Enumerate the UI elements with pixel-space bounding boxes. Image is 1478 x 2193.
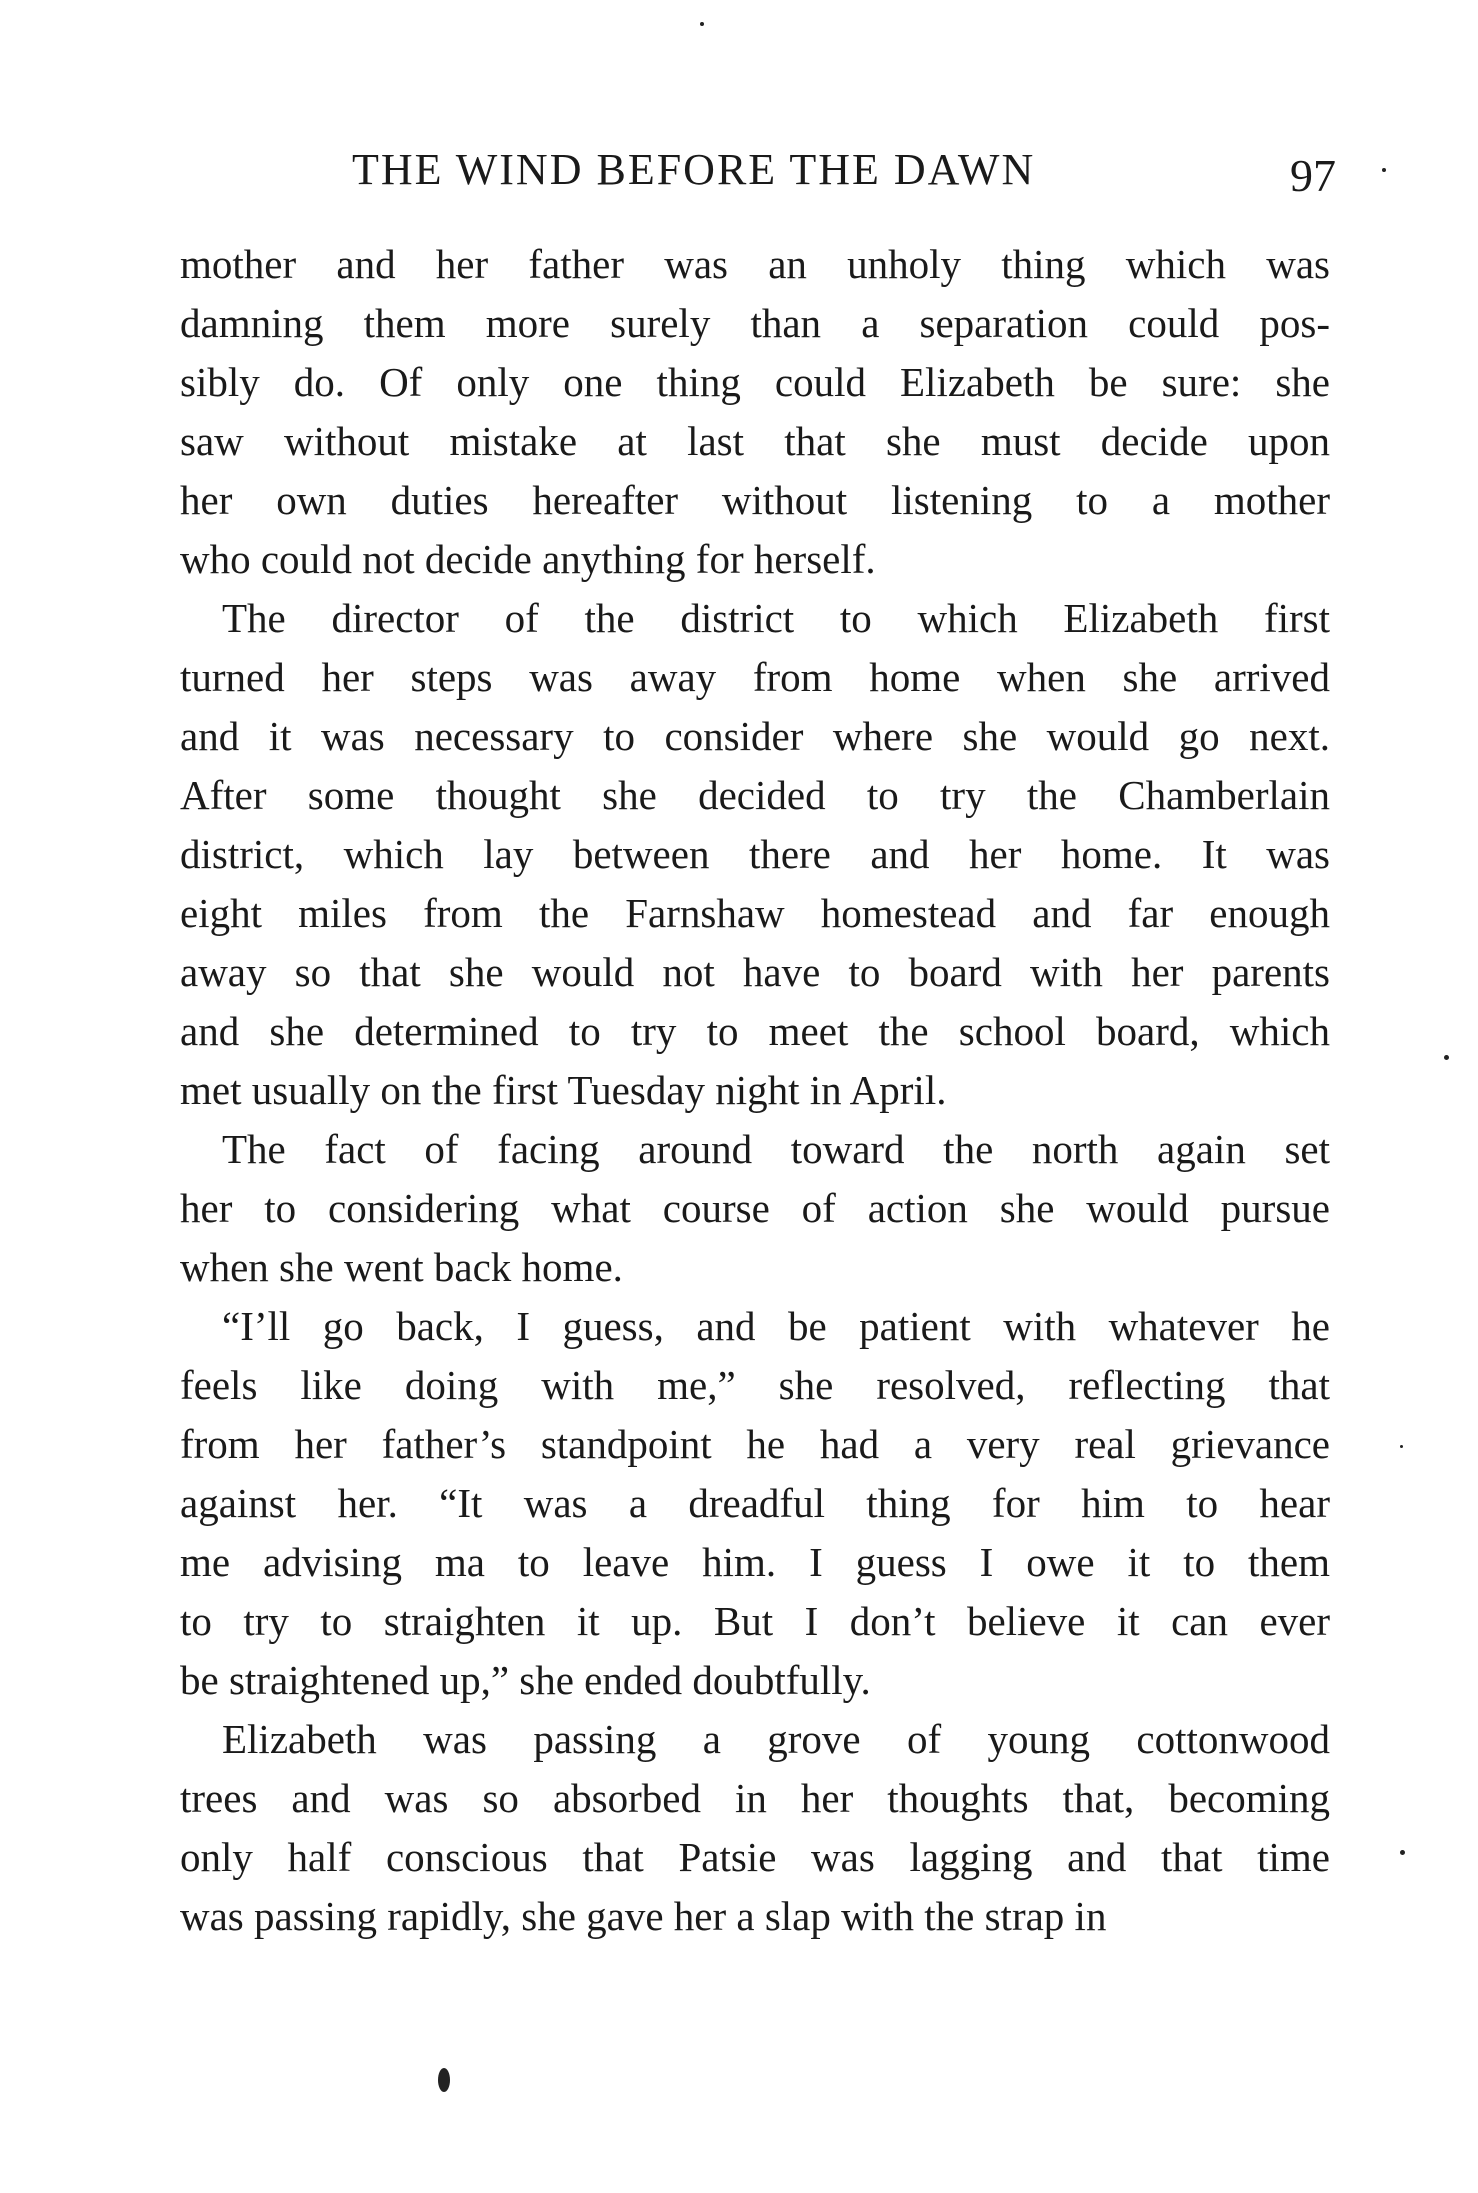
line-text: to try to straighten it up. But I don’t believe it can ever: [180, 1598, 1330, 1644]
text-line: [180, 235, 1330, 294]
text-line: [180, 353, 1330, 412]
line-text: eight miles from the Farnshaw homestead and far enough: [180, 890, 1330, 936]
text-line: [180, 1887, 1330, 1946]
page-header: [0, 140, 1478, 200]
paragraph: [180, 1120, 1330, 1297]
line-text: her own duties hereafter without listening to a mother: [180, 477, 1330, 523]
line-text: against her. “It was a dreadful thing for him to hear: [180, 1480, 1330, 1526]
text-line: [180, 884, 1330, 943]
text-line: [180, 1120, 1330, 1179]
text-line: [180, 648, 1330, 707]
text-line: [180, 1061, 1330, 1120]
paragraph: [180, 1297, 1330, 1710]
line-text: sibly do. Of only one thing could Elizabeth be sure: she: [180, 359, 1330, 405]
text-line: [180, 412, 1330, 471]
line-text: and it was necessary to consider where she would go next.: [180, 713, 1330, 759]
text-line: [180, 1179, 1330, 1238]
text-line: [180, 589, 1330, 648]
text-line: [180, 1297, 1330, 1356]
line-text: be straightened up,” she ended doubtfully.: [180, 1657, 871, 1703]
line-text: from her father’s standpoint he had a very real grievance: [180, 1421, 1330, 1467]
line-text: and she determined to try to meet the school board, which: [180, 1008, 1330, 1054]
body-text: [180, 235, 1330, 1946]
line-text: met usually on the first Tuesday night in April.: [180, 1067, 947, 1113]
scan-speck: [1400, 1445, 1403, 1448]
line-text: district, which lay between there and her home. It was: [180, 831, 1330, 877]
text-line: [180, 294, 1330, 353]
line-text: The director of the district to which Elizabeth first: [222, 595, 1330, 641]
text-line: [180, 1769, 1330, 1828]
line-text: The fact of facing around toward the north again set: [222, 1126, 1330, 1172]
line-text: trees and was so absorbed in her thoughts that, becoming: [180, 1775, 1330, 1821]
line-text: away so that she would not have to board with her parents: [180, 949, 1330, 995]
text-line: [180, 1592, 1330, 1651]
paragraph: [180, 235, 1330, 589]
line-text: mother and her father was an unholy thing which was: [180, 241, 1330, 287]
text-line: [180, 766, 1330, 825]
text-line: [180, 1651, 1330, 1710]
page-number: 97: [1290, 150, 1336, 201]
text-line: [180, 707, 1330, 766]
scan-speck: [700, 22, 704, 26]
text-line: [180, 530, 1330, 589]
line-text: After some thought she decided to try the Chamberlain: [180, 772, 1330, 818]
text-line: [180, 1710, 1330, 1769]
running-title: THE WIND BEFORE THE DAWN: [352, 145, 1036, 194]
text-line: [180, 1828, 1330, 1887]
scan-speck: [1382, 168, 1386, 172]
line-text: her to considering what course of action she would pursue: [180, 1185, 1330, 1231]
text-line: [180, 471, 1330, 530]
paragraph: [180, 1710, 1330, 1946]
text-line: [180, 1002, 1330, 1061]
text-line: [180, 825, 1330, 884]
paragraph: [180, 589, 1330, 1120]
scan-speck: [1444, 1055, 1449, 1060]
line-text: who could not decide anything for herself.: [180, 536, 876, 582]
line-text: damning them more surely than a separation could pos-: [180, 300, 1330, 346]
line-text: when she went back home.: [180, 1244, 623, 1290]
line-text: “I’ll go back, I guess, and be patient with whatever he: [222, 1303, 1330, 1349]
line-text: me advising ma to leave him. I guess I owe it to them: [180, 1539, 1330, 1585]
text-line: [180, 1356, 1330, 1415]
line-text: was passing rapidly, she gave her a slap with the strap in: [180, 1893, 1107, 1939]
line-text: only half conscious that Patsie was lagging and that time: [180, 1834, 1330, 1880]
text-line: [180, 1533, 1330, 1592]
line-text: saw without mistake at last that she must decide upon: [180, 418, 1330, 464]
line-text: feels like doing with me,” she resolved, reflecting that: [180, 1362, 1330, 1408]
line-text: turned her steps was away from home when she arrived: [180, 654, 1330, 700]
text-line: [180, 1238, 1330, 1297]
scan-speck: [438, 2068, 450, 2092]
text-line: [180, 1415, 1330, 1474]
text-line: [180, 1474, 1330, 1533]
scan-speck: [1400, 1850, 1405, 1855]
line-text: Elizabeth was passing a grove of young cottonwood: [222, 1716, 1330, 1762]
text-line: [180, 943, 1330, 1002]
